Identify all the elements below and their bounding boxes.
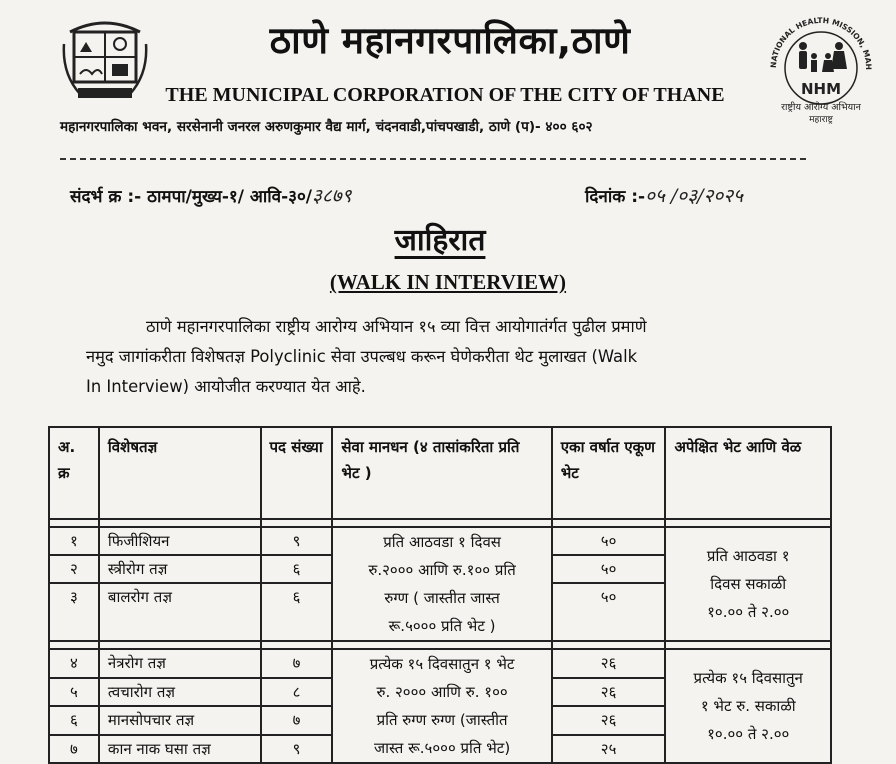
- specialist-cell: बालरोग तज्ञ: [99, 583, 261, 641]
- date-value: ०५ /०३/२०२५: [645, 185, 743, 207]
- nhm-logo: [758, 10, 884, 128]
- specialist-cell: फिजीशियन: [99, 527, 261, 555]
- walk-in-subheading: (WALK IN INTERVIEW): [329, 270, 567, 294]
- vacancy-table: [48, 426, 832, 764]
- header-visits: एका वर्षात एकूण भेट: [552, 427, 666, 519]
- posts-cell: ७: [261, 706, 333, 735]
- reference-number: [70, 182, 352, 208]
- honorarium-line: रु. २००० आणि रु. १००: [376, 683, 508, 701]
- honorarium-line: रु.२००० आणि रु.१०० प्रति: [368, 561, 516, 579]
- nhm-caption-1: राष्ट्रीय आरोग्य अभियान: [781, 102, 861, 113]
- honorarium-line: रू.५००० प्रति भेट ): [388, 617, 496, 635]
- paragraph-line-2: नमुद जागांकरीता विशेषतज्ञ Polyclinic सेवा उपल्बध करून घेणेकरीता थेट मुलाखत (Walk: [86, 347, 638, 366]
- visits-cell: ५०: [552, 527, 666, 555]
- visits-cell: २६: [552, 649, 666, 678]
- notice-date: [585, 182, 743, 208]
- posts-cell: ६: [261, 555, 333, 583]
- honorarium-cell-group1: [332, 527, 551, 641]
- sr-cell: ४: [49, 649, 99, 678]
- header-sr: अ. क्र: [49, 427, 99, 519]
- nhm-abbr: NHM: [800, 80, 842, 98]
- specialist-cell: कान नाक घसा तज्ञ: [99, 735, 261, 764]
- table-row: [49, 649, 831, 678]
- schedule-line: प्रत्येक १५ दिवसातुन: [693, 669, 803, 687]
- visits-cell: २५: [552, 735, 666, 764]
- paragraph-line-3: In Interview) आयोजीत करण्यात येत आहे.: [86, 377, 366, 396]
- reference-label: संदर्भ क्र :- ठामपा/मुख्य-१/ आवि-३०/: [70, 187, 313, 207]
- posts-cell: ८: [261, 678, 333, 707]
- honorarium-line: जास्त रू.५००० प्रति भेट): [373, 739, 511, 757]
- visits-cell: ५०: [552, 555, 666, 583]
- paragraph-line-1: ठाणे महानगरपालिका राष्ट्रीय आरोग्य अभियान १५ व्या वित्त आयोगातंर्गत पुढील प्रमाणे: [146, 317, 647, 336]
- schedule-line: प्रति आठवडा १: [706, 547, 790, 565]
- corporation-title-english: THE MUNICIPAL CORPORATION OF THE CITY OF THANE: [165, 84, 725, 106]
- header-specialist: विशेषतज्ञ: [99, 427, 261, 519]
- posts-cell: ६: [261, 583, 333, 641]
- visits-cell: २६: [552, 706, 666, 735]
- schedule-line: दिवस सकाळी: [710, 575, 787, 593]
- sr-cell: ३: [49, 583, 99, 641]
- honorarium-line: प्रति आठवडा १ दिवस: [383, 533, 501, 551]
- schedule-line: १ भेट रु. सकाळी: [700, 697, 796, 715]
- office-address: महानगरपालिका भवन, सरसेनानी जनरल अरुणकुमार वैद्य मार्ग, चंदनवाडी,पांचपखाडी, ठाणे (प)- ४०० ६०२: [60, 119, 593, 135]
- tmc-crest-logo: [60, 14, 150, 106]
- table-row: [49, 527, 831, 555]
- schedule-line: १०.०० ते २.००: [707, 603, 790, 621]
- visits-cell: ५०: [552, 583, 666, 641]
- schedule-line: १०.०० ते २.००: [707, 725, 790, 743]
- header-schedule: अपेक्षित भेट आणि वेळ: [665, 427, 831, 519]
- notice-paragraph: [86, 312, 816, 402]
- specialist-cell: मानसोपचार तज्ञ: [99, 706, 261, 735]
- honorarium-cell-group2: [332, 649, 551, 763]
- schedule-cell-group2: [665, 649, 831, 763]
- corporation-title-marathi: ठाणे महानगरपालिका,ठाणे: [269, 19, 631, 62]
- posts-cell: ९: [261, 735, 333, 764]
- specialist-cell: त्वचारोग तज्ञ: [99, 678, 261, 707]
- date-label: दिनांक :-: [585, 187, 646, 207]
- nhm-caption-2: महाराष्ट्र: [809, 115, 833, 125]
- honorarium-line: प्रति रुग्ण रुग्ण (जास्तीत: [376, 711, 508, 729]
- sr-cell: ७: [49, 735, 99, 764]
- reference-handwritten-number: ३८७९: [312, 185, 352, 207]
- separator-line: [60, 158, 806, 160]
- visits-cell: २६: [552, 678, 666, 707]
- header-honorarium: सेवा मानधन (४ तासांकरिता प्रति भेट ): [332, 427, 551, 519]
- advertisement-heading: जाहिरात: [394, 223, 486, 258]
- sr-cell: ६: [49, 706, 99, 735]
- sr-cell: ५: [49, 678, 99, 707]
- table-header-row: [49, 427, 831, 519]
- specialist-cell: नेत्ररोग तज्ञ: [99, 649, 261, 678]
- posts-cell: ७: [261, 649, 333, 678]
- specialist-cell: स्त्रीरोग तज्ञ: [99, 555, 261, 583]
- posts-cell: ९: [261, 527, 333, 555]
- sr-cell: १: [49, 527, 99, 555]
- header-posts: पद संख्या: [261, 427, 333, 519]
- nhm-ring-text: NATIONAL HEALTH MISSION, MAH: [768, 15, 874, 71]
- sr-cell: २: [49, 555, 99, 583]
- honorarium-line: प्रत्येक १५ दिवसातुन १ भेट: [369, 655, 515, 673]
- schedule-cell-group1: [665, 527, 831, 641]
- honorarium-line: रुग्ण ( जास्तीत जास्त: [384, 589, 500, 607]
